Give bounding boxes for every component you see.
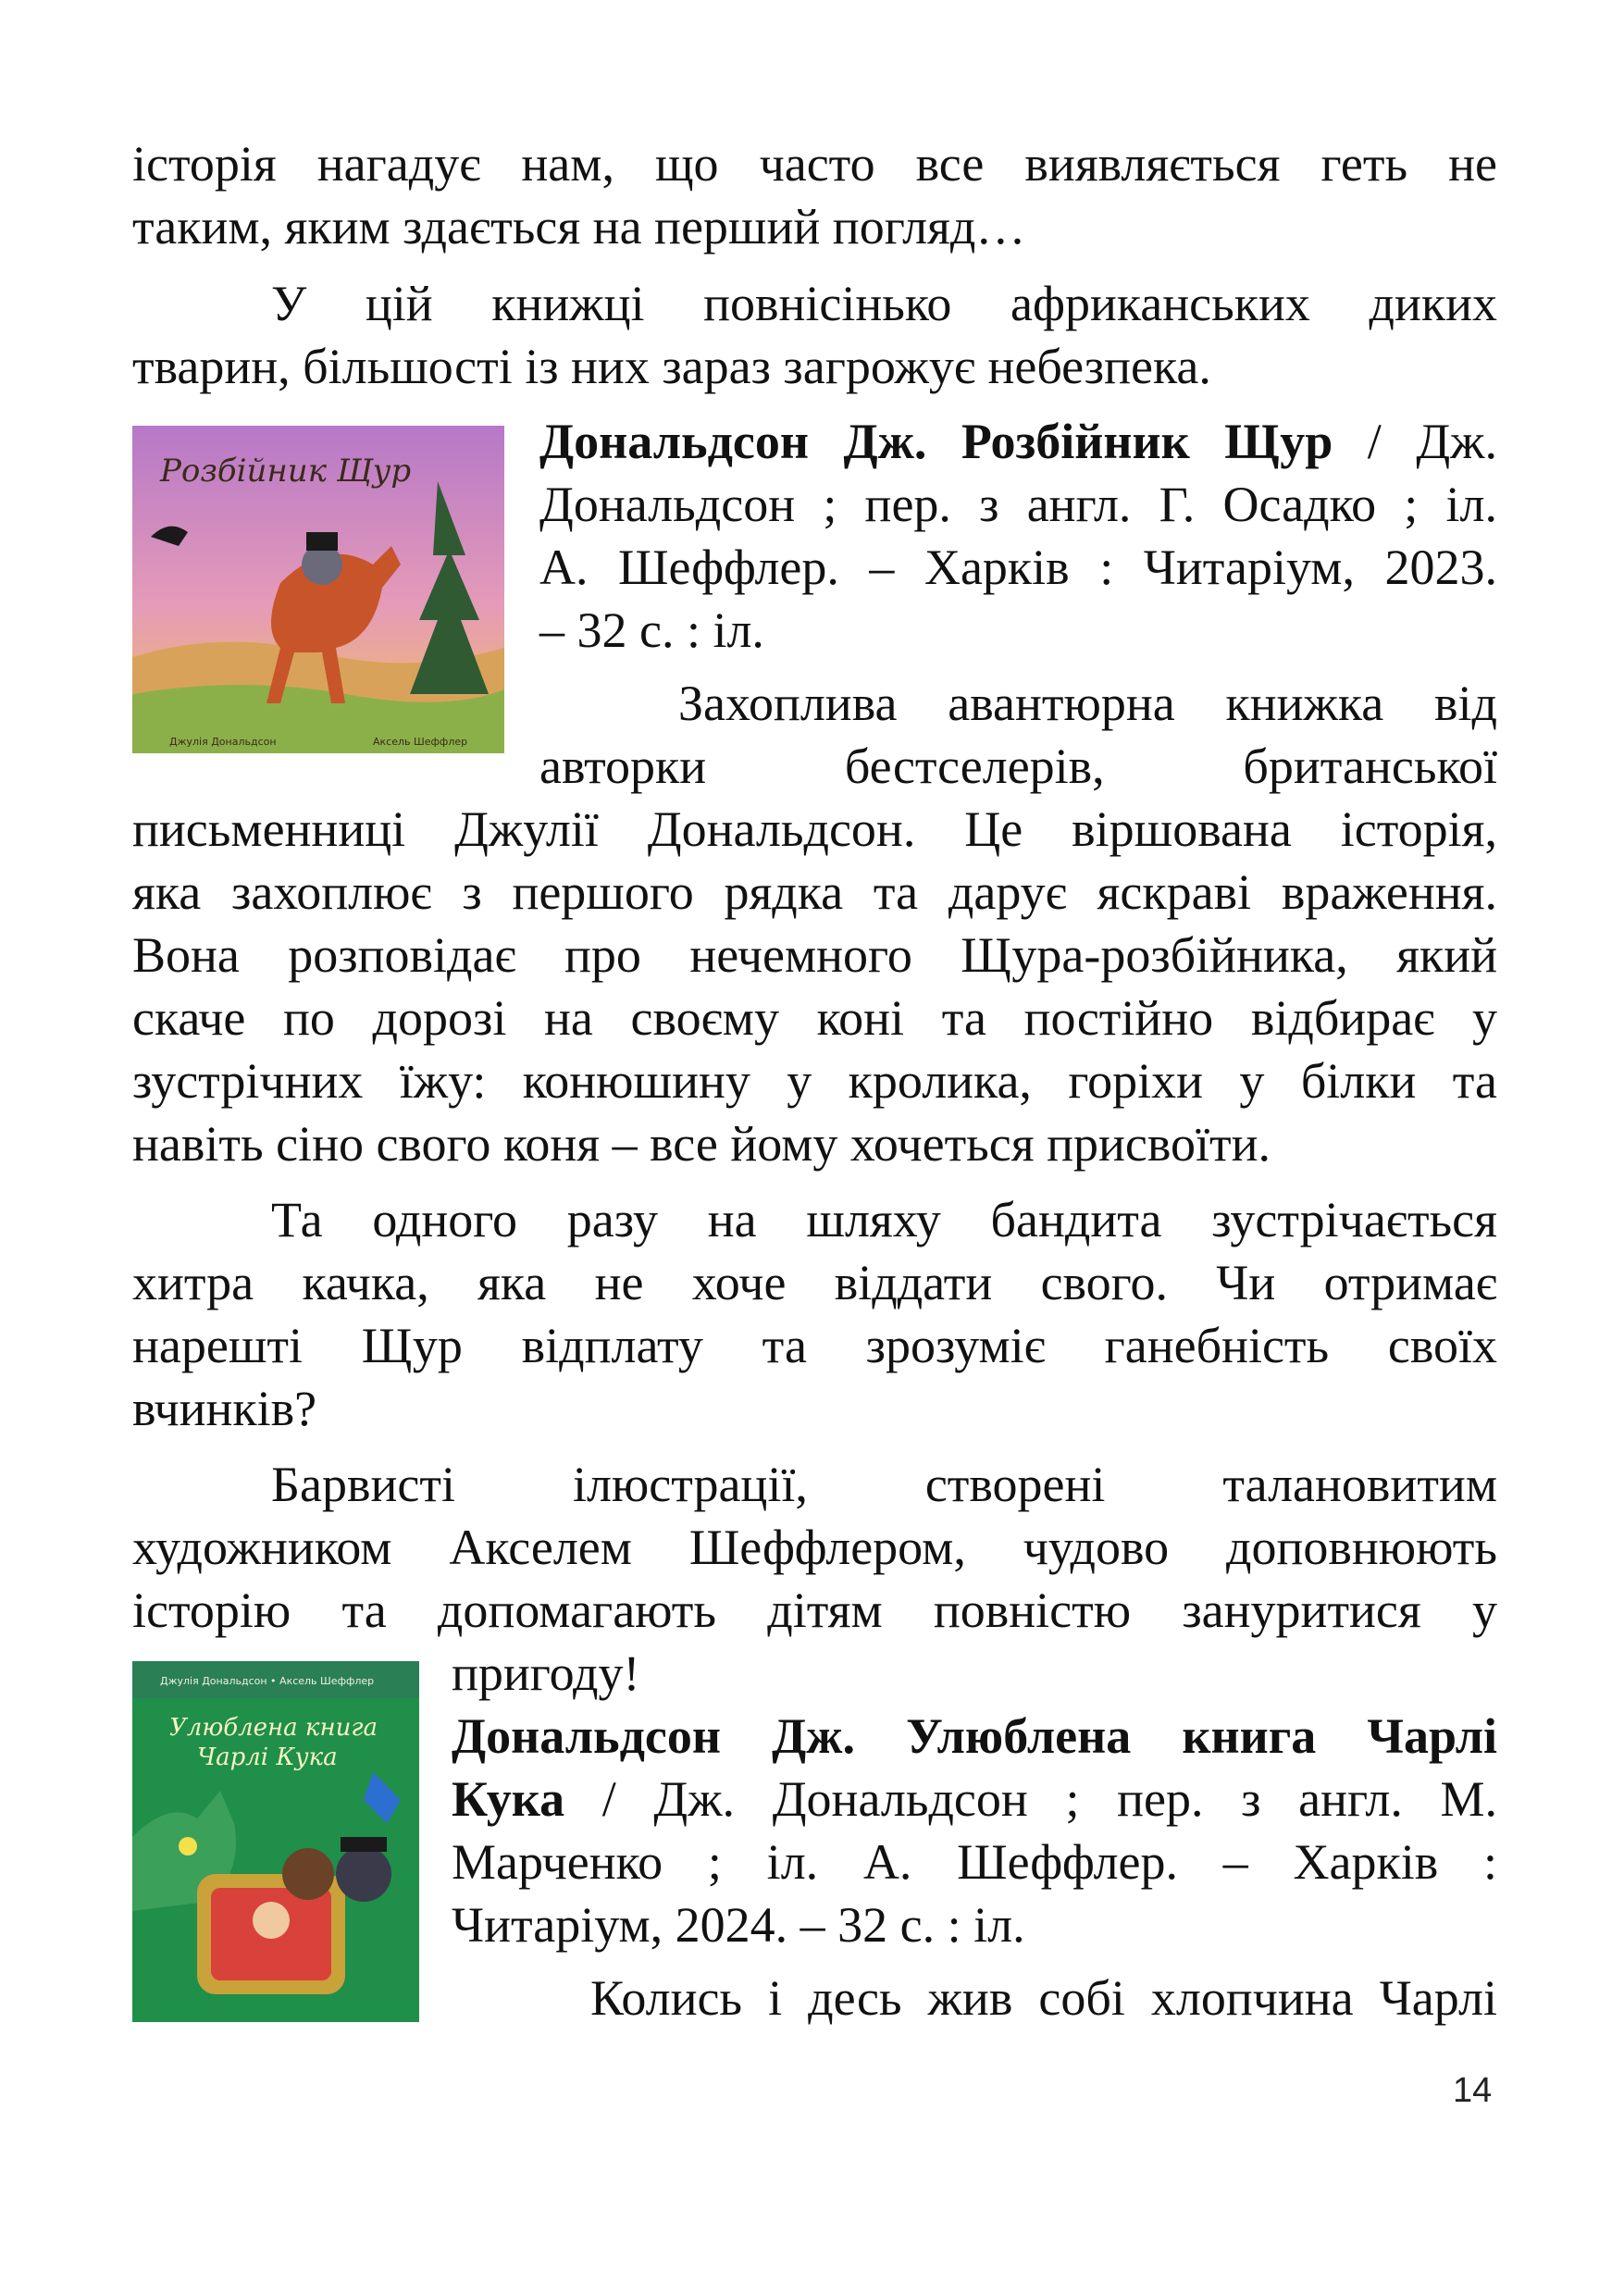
citation-line: Марченко ; іл. А. Шеффлер. – Харків : (452, 1834, 1497, 1890)
citation-line: А. Шеффлер. – Харків : Читаріум, 2023. (539, 540, 1497, 595)
text-line: тварин, більшості із них зараз загрожує небезпека. (132, 339, 1211, 394)
citation-title: Дональдсон Дж. Розбійник Щур (539, 414, 1333, 469)
citation-text: / Дж. Дональдсон ; пер. з англ. М. (564, 1771, 1497, 1827)
text-line: нарешті Щур відплату та зрозуміє ганебність своїх (132, 1318, 1497, 1373)
citation-line (539, 410, 1497, 473)
cover-illustrator: Аксель Шеффлер (373, 736, 468, 748)
text-line: У цій книжці повнісінько африканських диких (271, 276, 1497, 331)
cover-title-line1: Улюблена книга (169, 1714, 378, 1742)
text-line: Барвисті ілюстрації, створені талановитим (271, 1457, 1497, 1512)
text-line: навіть сіно свого коня – все йому хочеться присвоїти. (132, 1116, 1271, 1172)
text-line: скаче по дорозі на своєму коні та постійно відбирає у (132, 990, 1497, 1046)
text-line: яка захоплює з першого рядка та дарує яскраві враження. (132, 864, 1497, 920)
text-line: Та одного разу на шляху бандита зустрічається (271, 1192, 1497, 1247)
cover-top-text: Джулія Дональдсон • Аксель Шеффлер (160, 1675, 375, 1687)
text-line: Колись і десь жив собі хлопчина Чарлі (590, 1970, 1497, 2026)
citation-title-cont: Кука (452, 1771, 565, 1827)
text-line: хитра качка, яка не хоче віддати свого. Чи отримає (132, 1255, 1497, 1310)
text-line: письменниці Джулії Дональдсон. Це віршована історія, (132, 801, 1497, 857)
text-line: пригоду! (452, 1645, 640, 1701)
text-line: Захоплива авантюрна книжка від (678, 676, 1497, 731)
citation-title: Дональдсон Дж. Улюблена книга Чарлі (452, 1708, 1497, 1764)
citation-line (452, 1705, 1497, 1768)
text-line: зустрічних їжу: конюшину у кролика, горіхи у білки та (132, 1053, 1497, 1109)
citation-line: – 32 с. : іл. (539, 602, 764, 658)
cover-title-line2: Чарлі Кука (197, 1744, 338, 1771)
page-number: 14 (1453, 2071, 1493, 2110)
citation-line (452, 1768, 1497, 1831)
citation-text: / Дж. (1333, 414, 1497, 469)
book-cover-charlie-cook (132, 1661, 419, 2022)
cover-title: Розбійник Щур (160, 453, 412, 490)
citation-line: Читаріум, 2024. – 32 с. : іл. (452, 1897, 1025, 1953)
citation-line: Дональдсон ; пер. з англ. Г. Осадко ; іл. (539, 477, 1497, 532)
text-line: вчинків? (132, 1381, 317, 1436)
text-line: історія нагадує нам, що часто все виявляється геть не (132, 136, 1497, 192)
text-line: художником Акселем Шеффлером, чудово доповнюють (132, 1520, 1497, 1575)
text-line: таким, яким здається на перший погляд… (132, 199, 1026, 254)
text-line: авторки бестселерів, британської (539, 738, 1497, 794)
cover-author: Джулія Дональдсон (169, 736, 277, 748)
text-line: історію та допомагають дітям повністю зануритися у (132, 1582, 1497, 1638)
text-line: Вона розповідає про нечемного Щура-розбійника, який (132, 927, 1497, 983)
book-cover-rat (132, 426, 504, 753)
